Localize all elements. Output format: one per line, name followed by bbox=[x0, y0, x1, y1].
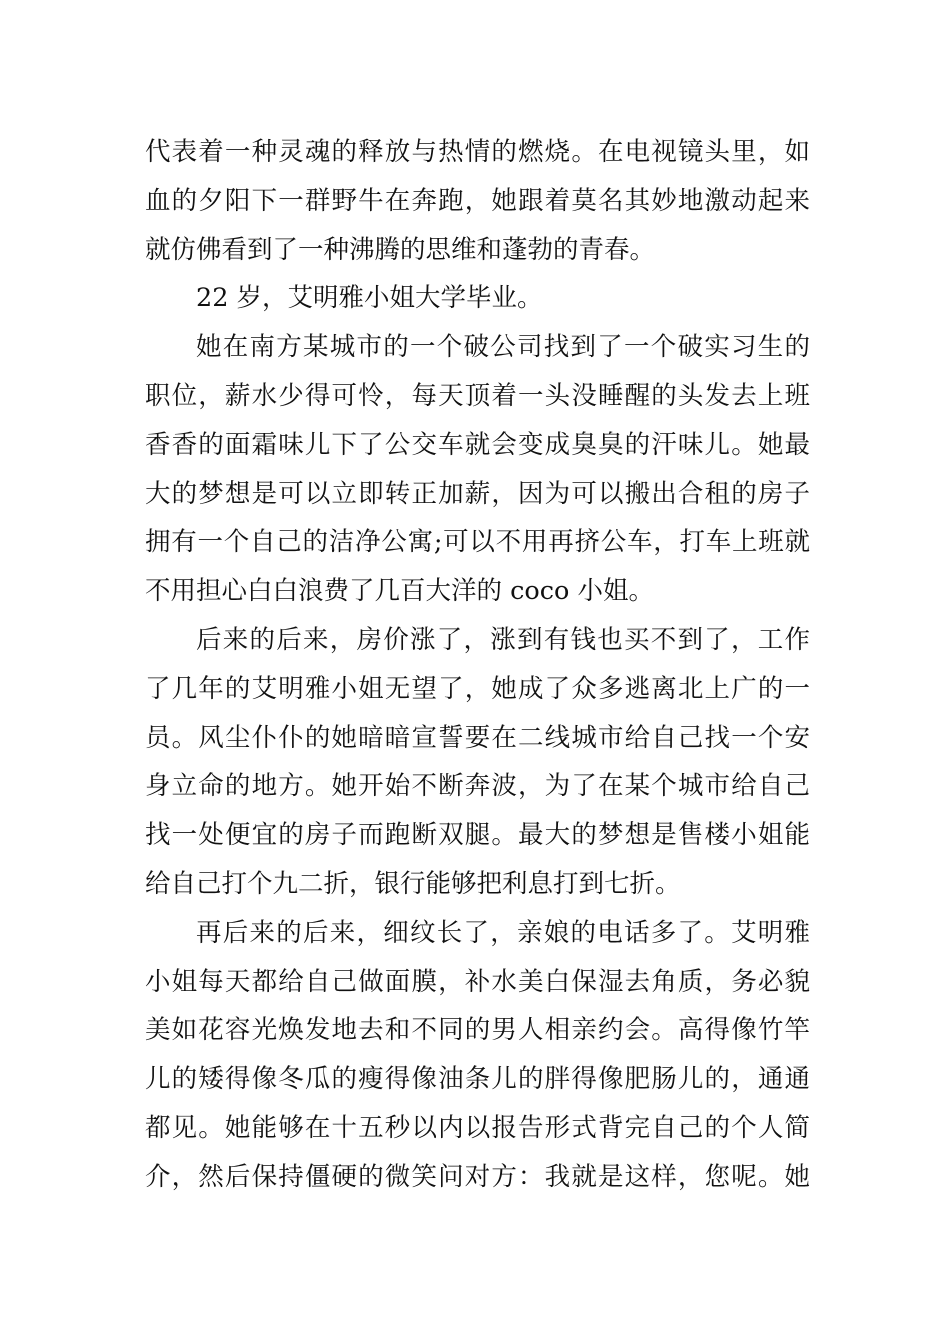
text-line: 香香的面霜味儿下了公交车就会变成臭臭的汗味儿。她最 bbox=[145, 429, 810, 460]
text-line: 代表着一种灵魂的释放与热情的燃烧。在电视镜头里，如 bbox=[145, 137, 810, 167]
text-line: 后来的后来，房价涨了，涨到有钱也买不到了，工作 bbox=[196, 624, 810, 655]
text-line: 血的夕阳下一群野牛在奔跑，她跟着莫名其妙地激动起来 bbox=[145, 185, 810, 216]
text-line: 身立命的地方。她开始不断奔波，为了在某个城市给自己 bbox=[145, 771, 810, 802]
text-line: 员。风尘仆仆的她暗暗宣誓要在二线城市给自己找一个安 bbox=[145, 722, 810, 753]
body-text bbox=[145, 128, 810, 1202]
text-line: 再后来的后来，细纹长了，亲娘的电话多了。艾明雅 bbox=[196, 917, 810, 948]
text-line: 拥有一个自己的洁净公寓;可以不用再挤公车，打车上班就 bbox=[145, 527, 810, 558]
text-line: 就仿佛看到了一种沸腾的思维和蓬勃的青春。 bbox=[145, 234, 656, 265]
text-line: 都见。她能够在十五秒以内以报告形式背完自己的个人简 bbox=[145, 1112, 810, 1143]
text-line: 大的梦想是可以立即转正加薪，因为可以搬出合租的房子 bbox=[145, 478, 810, 509]
text-line: 了几年的艾明雅小姐无望了，她成了众多逃离北上广的一 bbox=[145, 673, 810, 704]
text-line: 小姐每天都给自己做面膜，补水美白保湿去角质，务必貌 bbox=[145, 966, 810, 997]
text-line: 职位，薪水少得可怜，每天顶着一头没睡醒的头发去上班 bbox=[145, 380, 810, 411]
text-line: 22 岁，艾明雅小姐大学毕业。 bbox=[196, 283, 543, 314]
text-line: 美如花容光焕发地去和不同的男人相亲约会。高得像竹竿 bbox=[145, 1015, 810, 1046]
text-line: 找一处便宜的房子而跑断双腿。最大的梦想是售楼小姐能 bbox=[145, 820, 810, 851]
text-line: 她在南方某城市的一个破公司找到了一个破实习生的 bbox=[196, 332, 810, 363]
text-line: 介，然后保持僵硬的微笑问对方：我就是这样，您呢。她 bbox=[145, 1161, 810, 1192]
text-line: 不用担心白白浪费了几百大洋的 coco 小姐。 bbox=[145, 576, 654, 607]
text-line: 儿的矮得像冬瓜的瘦得像油条儿的胖得像肥肠儿的，通通 bbox=[145, 1064, 810, 1095]
text-line: 给自己打个九二折，银行能够把利息打到七折。 bbox=[145, 868, 681, 899]
